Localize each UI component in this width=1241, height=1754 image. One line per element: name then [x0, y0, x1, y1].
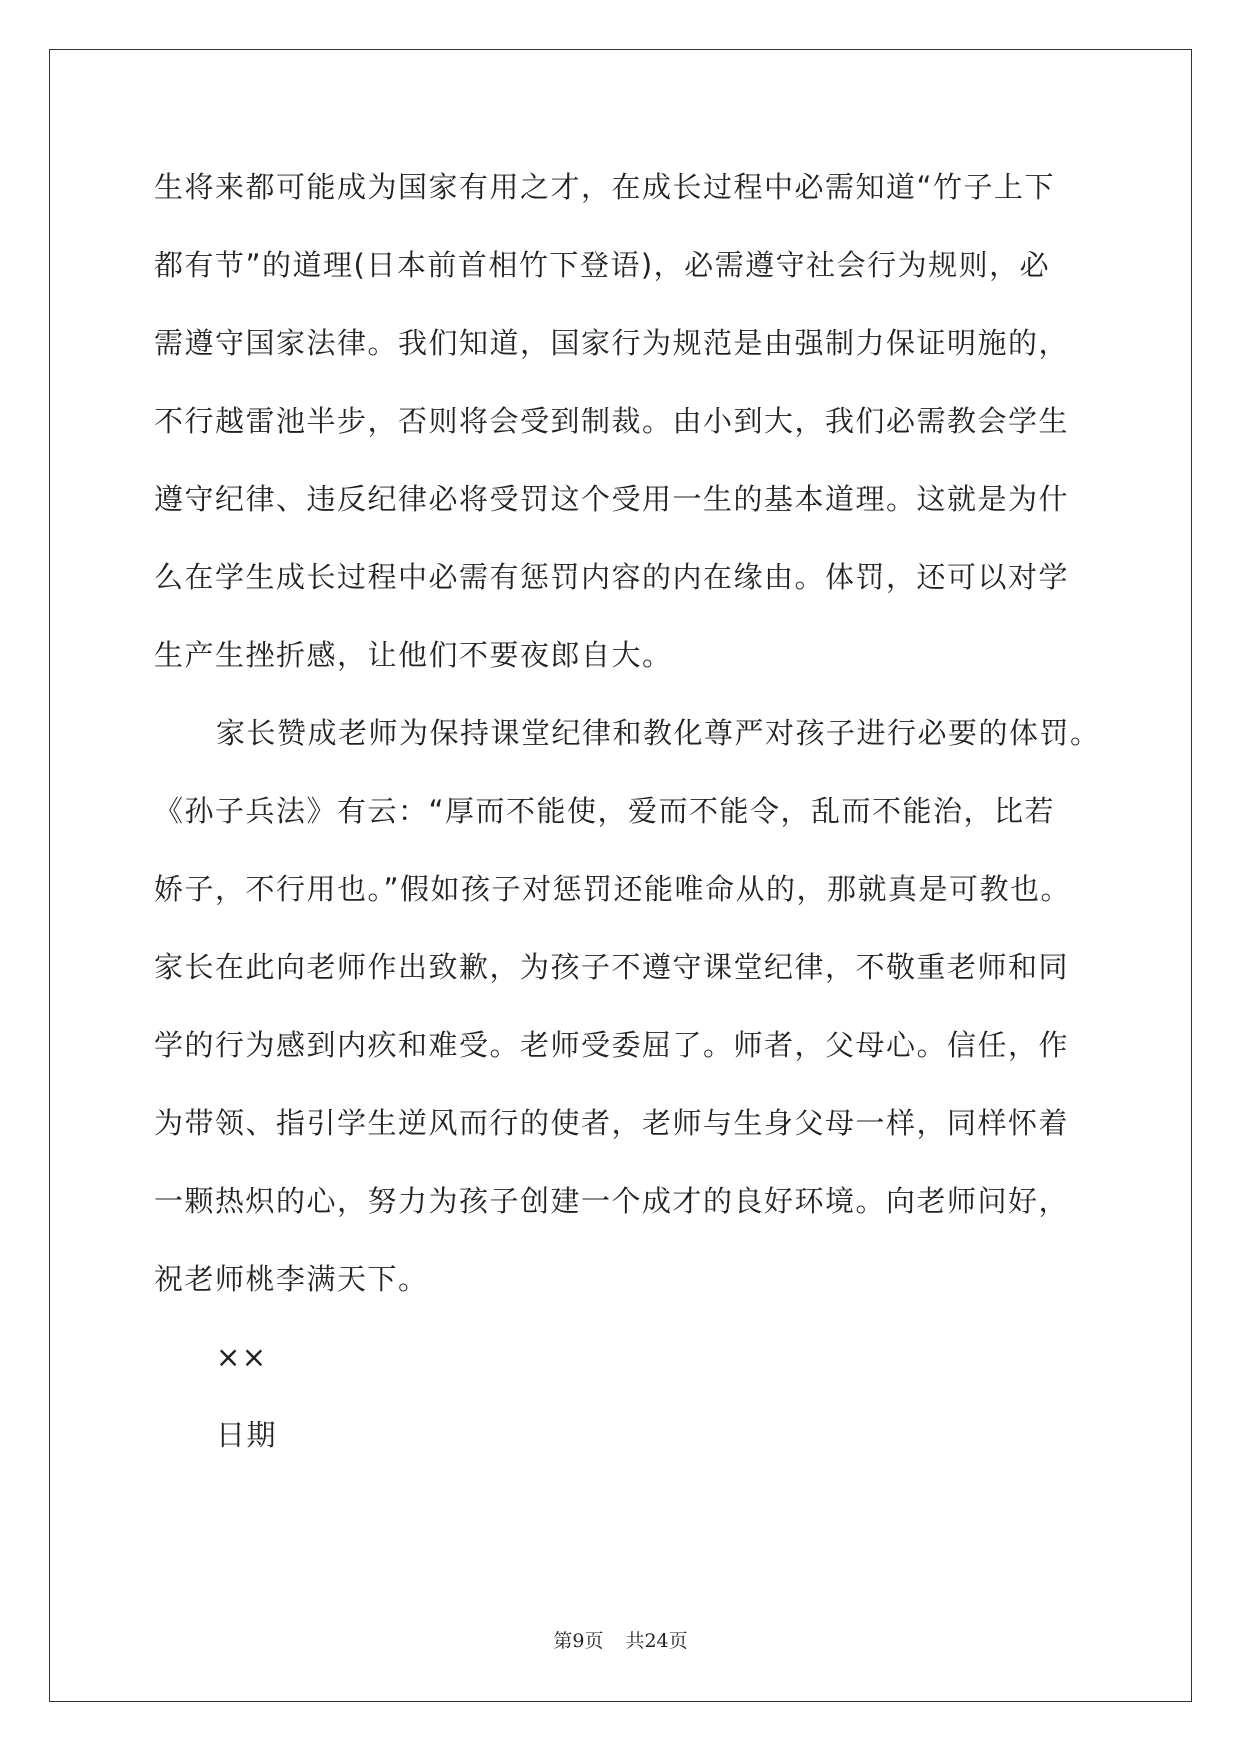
signature-line: ×× [216, 1340, 268, 1374]
page-number-total: 共24页 [625, 1630, 688, 1652]
text-line: 么在学生成长过程中必需有惩罚内容的内在缘由。体罚，还可以对学 [154, 560, 1070, 594]
text-line: 祝老师桃李满天下。 [154, 1262, 429, 1296]
text-line: 学的行为感到内疚和难受。老师受委屈了。师者，父母心。信任，作 [154, 1028, 1070, 1062]
page-footer [0, 1626, 1241, 1653]
text-line: 不行越雷池半步，否则将会受到制裁。由小到大，我们必需教会学生 [154, 404, 1070, 438]
text-line: 为带领、指引学生逆风而行的使者，老师与生身父母一样，同样怀着 [154, 1106, 1070, 1140]
text-line: 家长在此向老师作出致歉，为孩子不遵守课堂纪律，不敬重老师和同 [154, 950, 1070, 984]
text-line: 生将来都可能成为国家有用之才，在成长过程中必需知道“竹子上下 [154, 170, 1056, 204]
text-line: 生产生挫折感，让他们不要夜郎自大。 [154, 638, 673, 672]
text-line: 一颗热炽的心，努力为孩子创建一个成才的良好环境。向老师问好， [154, 1184, 1070, 1218]
paragraph-start-line: 家长赞成老师为保持课堂纪律和教化尊严对孩子进行必要的体罚。 [216, 716, 1101, 750]
document-body [154, 148, 1114, 1474]
text-line: 都有节”的道理(日本前首相竹下登语)，必需遵守社会行为规则，必 [154, 248, 1051, 282]
text-line: 娇子，不行用也。”假如孩子对惩罚还能唯命从的，那就真是可教也。 [154, 872, 1072, 906]
text-line: 遵守纪律、违反纪律必将受罚这个受用一生的基本道理。这就是为什 [154, 482, 1070, 516]
date-line: 日期 [216, 1418, 278, 1452]
text-line: 《孙子兵法》有云：“厚而不能使，爱而不能令，乱而不能治，比若 [154, 794, 1056, 828]
page-number-current: 第9页 [553, 1630, 604, 1652]
text-line: 需遵守国家法律。我们知道，国家行为规范是由强制力保证明施的， [154, 326, 1070, 360]
